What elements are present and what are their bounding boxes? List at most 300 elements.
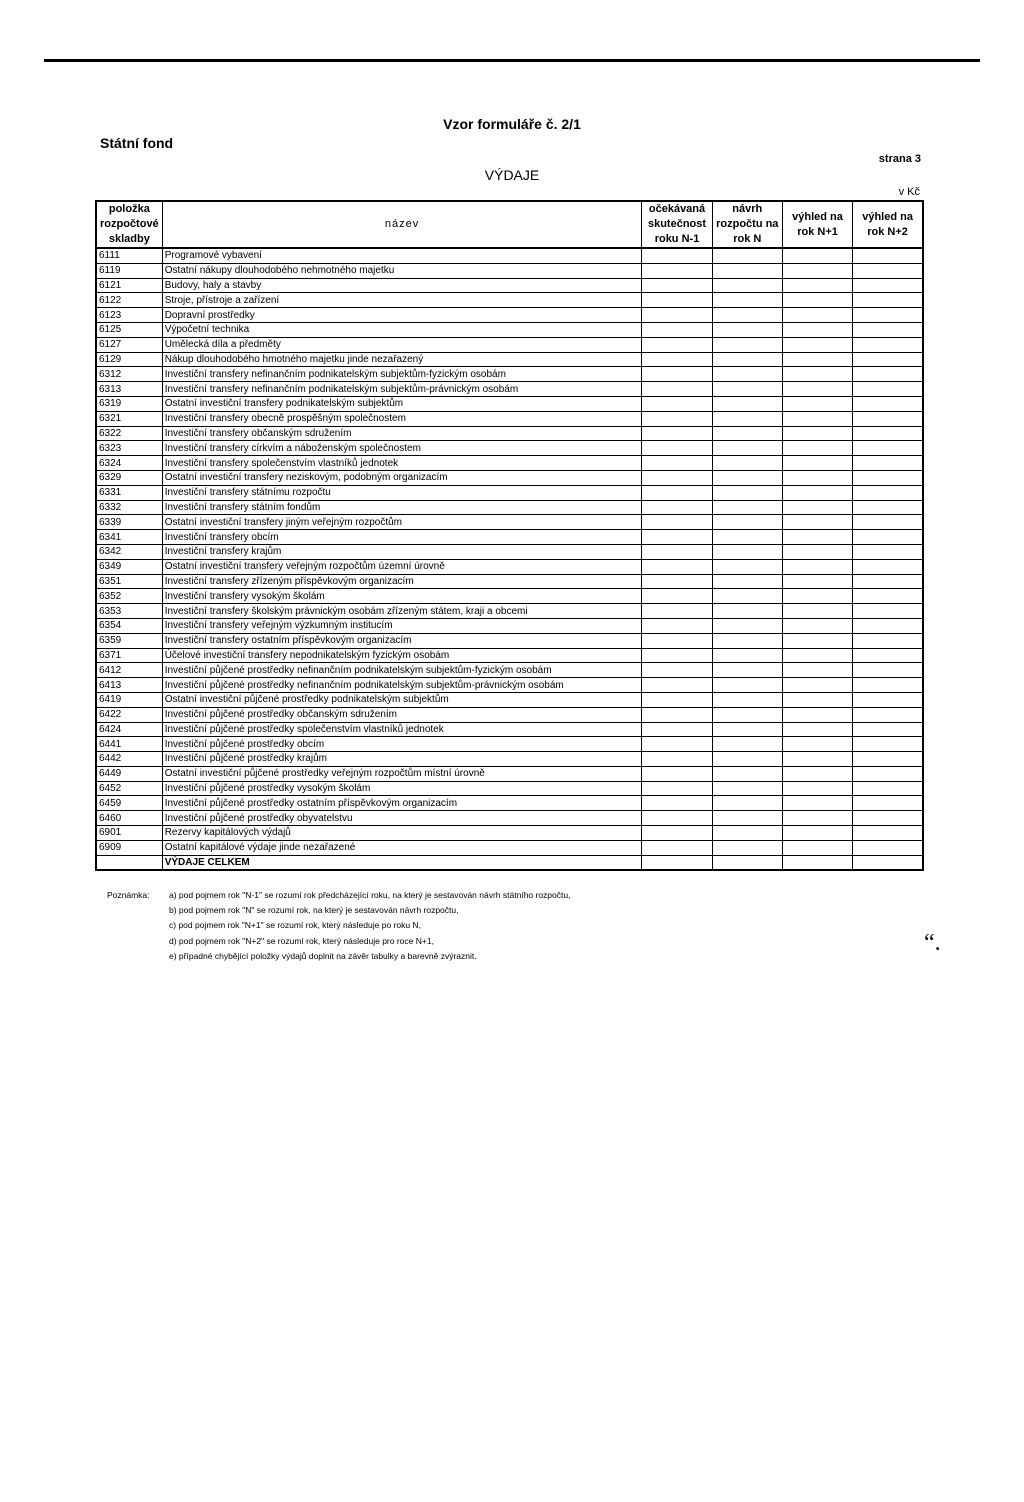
cell-expected[interactable] xyxy=(642,500,712,515)
table-row xyxy=(96,766,923,781)
cell-proposal[interactable] xyxy=(712,781,782,796)
cell-proposal[interactable] xyxy=(712,766,782,781)
cell-expected[interactable] xyxy=(642,692,712,707)
cell-outlook-1[interactable] xyxy=(782,470,852,485)
row-code: 6351 xyxy=(96,574,162,589)
cell-expected[interactable] xyxy=(642,248,712,263)
cell-outlook-2[interactable] xyxy=(853,352,923,367)
cell-outlook-2[interactable] xyxy=(853,367,923,382)
cell-outlook-2[interactable] xyxy=(853,737,923,752)
cell-outlook-1[interactable] xyxy=(782,722,852,737)
cell-expected[interactable] xyxy=(642,456,712,471)
note-item: a) pod pojmem rok "N-1" se rozumí rok předcházející roku, na který je sestavován návrh státního rozpočtu, xyxy=(169,890,571,900)
row-code: 6323 xyxy=(96,441,162,456)
cell-proposal[interactable] xyxy=(712,678,782,693)
cell-outlook-2[interactable] xyxy=(853,840,923,855)
table-row xyxy=(96,737,923,752)
cell-proposal[interactable] xyxy=(712,293,782,308)
row-code: 6460 xyxy=(96,811,162,826)
cell-outlook-1[interactable] xyxy=(782,737,852,752)
cell-outlook-1[interactable] xyxy=(782,781,852,796)
cell-outlook-1[interactable] xyxy=(782,500,852,515)
cell-outlook-1[interactable] xyxy=(782,559,852,574)
cell-proposal[interactable] xyxy=(712,737,782,752)
cell-expected[interactable] xyxy=(642,367,712,382)
cell-proposal[interactable] xyxy=(712,485,782,500)
cell-proposal[interactable] xyxy=(712,456,782,471)
cell-proposal[interactable] xyxy=(712,707,782,722)
table-row xyxy=(96,470,923,485)
cell-expected[interactable] xyxy=(642,396,712,411)
row-name: Umělecká díla a předměty xyxy=(162,337,642,352)
cell-outlook-1[interactable] xyxy=(782,574,852,589)
row-code: 6901 xyxy=(96,826,162,841)
cell-proposal[interactable] xyxy=(712,633,782,648)
row-code: 6349 xyxy=(96,559,162,574)
row-code: 6371 xyxy=(96,648,162,663)
table-row xyxy=(96,574,923,589)
cell-outlook-1[interactable] xyxy=(782,485,852,500)
row-code: 6442 xyxy=(96,752,162,767)
cell-outlook-2[interactable] xyxy=(853,544,923,559)
cell-expected[interactable] xyxy=(642,322,712,337)
cell-proposal[interactable] xyxy=(712,722,782,737)
row-code: 6331 xyxy=(96,485,162,500)
row-name: Stroje, přístroje a zařízení xyxy=(162,293,642,308)
cell-outlook-2[interactable] xyxy=(853,396,923,411)
row-code: 6353 xyxy=(96,604,162,619)
row-name: Investiční transfery církvím a náboženským společnostem xyxy=(162,441,642,456)
table-row xyxy=(96,382,923,397)
table-row xyxy=(96,248,923,263)
table-row xyxy=(96,515,923,530)
cell-outlook-1[interactable] xyxy=(782,840,852,855)
cell-proposal[interactable] xyxy=(712,796,782,811)
row-name: Budovy, haly a stavby xyxy=(162,278,642,293)
row-code: 6324 xyxy=(96,456,162,471)
cell-expected[interactable] xyxy=(642,515,712,530)
cell-outlook-2[interactable] xyxy=(853,559,923,574)
cell-expected[interactable] xyxy=(642,278,712,293)
row-code: 6322 xyxy=(96,426,162,441)
table-row xyxy=(96,396,923,411)
row-code: 6413 xyxy=(96,678,162,693)
row-name: Ostatní investiční transfery podnikatelským subjektům xyxy=(162,396,642,411)
table-row xyxy=(96,544,923,559)
cell-outlook-1[interactable] xyxy=(782,278,852,293)
cell-expected[interactable] xyxy=(642,737,712,752)
row-code: 6339 xyxy=(96,515,162,530)
cell-outlook-2[interactable] xyxy=(853,500,923,515)
cell-outlook-1[interactable] xyxy=(782,618,852,633)
cell-outlook-1[interactable] xyxy=(782,308,852,323)
cell-proposal[interactable] xyxy=(712,367,782,382)
cell-expected[interactable] xyxy=(642,485,712,500)
cell-outlook-1[interactable] xyxy=(782,367,852,382)
cell-outlook-1[interactable] xyxy=(782,826,852,841)
cell-proposal[interactable] xyxy=(712,248,782,263)
cell-expected[interactable] xyxy=(642,663,712,678)
row-name: Investiční transfery občanským sdružením xyxy=(162,426,642,441)
cell-outlook-1[interactable] xyxy=(782,352,852,367)
cell-expected[interactable] xyxy=(642,470,712,485)
table-row xyxy=(96,308,923,323)
note-item: b) pod pojmem rok "N" se rozumí rok, na který je sestavován návrh rozpočtu, xyxy=(169,905,459,916)
cell-expected[interactable] xyxy=(642,530,712,545)
row-code: 6121 xyxy=(96,278,162,293)
row-name: Investiční půjčené prostředky krajům xyxy=(162,752,642,767)
cell-outlook-1[interactable] xyxy=(782,648,852,663)
cell-proposal[interactable] xyxy=(712,840,782,855)
cell-expected[interactable] xyxy=(642,574,712,589)
row-name: Ostatní investiční půjčené prostředky veřejným rozpočtům místní úrovně xyxy=(162,766,642,781)
table-row xyxy=(96,604,923,619)
col-header-item: položka rozpočtové skladby xyxy=(96,201,162,248)
cell-expected[interactable] xyxy=(642,811,712,826)
cell-expected[interactable] xyxy=(642,544,712,559)
row-code: 6352 xyxy=(96,589,162,604)
cell-proposal[interactable] xyxy=(712,530,782,545)
cell-expected[interactable] xyxy=(642,707,712,722)
cell-outlook-2[interactable] xyxy=(853,781,923,796)
cell-proposal[interactable] xyxy=(712,308,782,323)
row-name: Programové vybavení xyxy=(162,248,642,263)
row-name: Investiční transfery nefinančním podnikatelským subjektům-právnickým osobám xyxy=(162,382,642,397)
cell-expected[interactable] xyxy=(642,352,712,367)
row-code: 6122 xyxy=(96,293,162,308)
row-code: 6321 xyxy=(96,411,162,426)
col-header-outlook-1: výhled na rok N+1 xyxy=(782,201,852,248)
row-name: Dopravní prostředky xyxy=(162,308,642,323)
cell-outlook-2[interactable] xyxy=(853,633,923,648)
row-code: 6127 xyxy=(96,337,162,352)
row-name: Investiční půjčené prostředky občanským sdružením xyxy=(162,707,642,722)
cell-outlook-1[interactable] xyxy=(782,322,852,337)
row-code: 6313 xyxy=(96,382,162,397)
form-title: Vzor formuláře č. 2/1 xyxy=(443,116,581,132)
table-row xyxy=(96,293,923,308)
row-name: Investiční půjčené prostředky ostatním příspěvkovým organizacím xyxy=(162,796,642,811)
row-name: Rezervy kapitálových výdajů xyxy=(162,826,642,841)
row-code: 6123 xyxy=(96,308,162,323)
table-row xyxy=(96,263,923,278)
cell-outlook-2[interactable] xyxy=(853,722,923,737)
cell-expected[interactable] xyxy=(642,648,712,663)
row-code: 6329 xyxy=(96,470,162,485)
cell-outlook-2[interactable] xyxy=(853,796,923,811)
cell-outlook-2[interactable] xyxy=(853,411,923,426)
cell-proposal[interactable] xyxy=(712,648,782,663)
table-row xyxy=(96,618,923,633)
cell-proposal[interactable] xyxy=(712,515,782,530)
table-row xyxy=(96,500,923,515)
cell-outlook-1[interactable] xyxy=(782,248,852,263)
cell-proposal[interactable] xyxy=(712,278,782,293)
cell-expected[interactable] xyxy=(642,308,712,323)
table-row xyxy=(96,648,923,663)
cell-outlook-1[interactable] xyxy=(782,337,852,352)
cell-outlook-2[interactable] xyxy=(853,766,923,781)
currency-unit: v Kč xyxy=(898,186,920,198)
cell-outlook-1[interactable] xyxy=(782,855,852,870)
cell-outlook-1[interactable] xyxy=(782,796,852,811)
cell-outlook-1[interactable] xyxy=(782,456,852,471)
cell-expected[interactable] xyxy=(642,722,712,737)
cell-outlook-1[interactable] xyxy=(782,293,852,308)
row-code: 6459 xyxy=(96,796,162,811)
cell-proposal[interactable] xyxy=(712,337,782,352)
cell-outlook-2[interactable] xyxy=(853,456,923,471)
table-row xyxy=(96,678,923,693)
row-name: Investiční transfery veřejným výzkumným institucím xyxy=(162,618,642,633)
cell-outlook-1[interactable] xyxy=(782,396,852,411)
row-code: 6422 xyxy=(96,707,162,722)
cell-outlook-1[interactable] xyxy=(782,752,852,767)
table-row xyxy=(96,633,923,648)
row-name: Investiční transfery školským právnickým osobám zřízeným státem, kraji a obcemi xyxy=(162,604,642,619)
cell-outlook-2[interactable] xyxy=(853,441,923,456)
row-code: 6342 xyxy=(96,544,162,559)
table-row xyxy=(96,752,923,767)
cell-expected[interactable] xyxy=(642,263,712,278)
cell-outlook-1[interactable] xyxy=(782,382,852,397)
row-name: VÝDAJE CELKEM xyxy=(162,855,642,870)
cell-outlook-1[interactable] xyxy=(782,692,852,707)
row-code: 6319 xyxy=(96,396,162,411)
cell-outlook-2[interactable] xyxy=(853,574,923,589)
cell-proposal[interactable] xyxy=(712,396,782,411)
table-row xyxy=(96,456,923,471)
cell-proposal[interactable] xyxy=(712,382,782,397)
corner-mark: “. xyxy=(924,930,941,956)
cell-outlook-1[interactable] xyxy=(782,604,852,619)
row-name: Výpočetní technika xyxy=(162,322,642,337)
cell-outlook-2[interactable] xyxy=(853,485,923,500)
table-row xyxy=(96,840,923,855)
cell-proposal[interactable] xyxy=(712,692,782,707)
cell-proposal[interactable] xyxy=(712,559,782,574)
cell-expected[interactable] xyxy=(642,633,712,648)
cell-proposal[interactable] xyxy=(712,855,782,870)
cell-expected[interactable] xyxy=(642,796,712,811)
cell-outlook-2[interactable] xyxy=(853,426,923,441)
cell-proposal[interactable] xyxy=(712,352,782,367)
cell-outlook-2[interactable] xyxy=(853,811,923,826)
cell-outlook-1[interactable] xyxy=(782,515,852,530)
cell-proposal[interactable] xyxy=(712,574,782,589)
table-header-row xyxy=(96,201,923,248)
cell-outlook-1[interactable] xyxy=(782,707,852,722)
row-name: Nákup dlouhodobého hmotného majetku jinde nezařazený xyxy=(162,352,642,367)
cell-expected[interactable] xyxy=(642,441,712,456)
notes-label: Poznámka: xyxy=(107,890,150,900)
note-item: d) pod pojmem rok "N+2" se rozumí rok, který následuje pro roce N+1, xyxy=(169,935,434,946)
cell-expected[interactable] xyxy=(642,382,712,397)
cell-expected[interactable] xyxy=(642,559,712,574)
row-name: Investiční transfery nefinančním podnikatelským subjektům-fyzickým osobám xyxy=(162,367,642,382)
table-row xyxy=(96,530,923,545)
cell-proposal[interactable] xyxy=(712,500,782,515)
table-row xyxy=(96,278,923,293)
cell-proposal[interactable] xyxy=(712,441,782,456)
cell-outlook-2[interactable] xyxy=(853,337,923,352)
cell-expected[interactable] xyxy=(642,826,712,841)
row-code: 6909 xyxy=(96,840,162,855)
col-header-expected: očekávaná skutečnost roku N-1 xyxy=(642,201,712,248)
cell-outlook-1[interactable] xyxy=(782,678,852,693)
col-header-outlook-2: výhled na rok N+2 xyxy=(853,201,923,248)
cell-outlook-1[interactable] xyxy=(782,589,852,604)
cell-outlook-2[interactable] xyxy=(853,826,923,841)
cell-expected[interactable] xyxy=(642,840,712,855)
cell-outlook-2[interactable] xyxy=(853,278,923,293)
expenditure-table xyxy=(95,200,924,871)
cell-outlook-2[interactable] xyxy=(853,263,923,278)
row-name: Investiční transfery obcím xyxy=(162,530,642,545)
cell-outlook-2[interactable] xyxy=(853,248,923,263)
cell-expected[interactable] xyxy=(642,293,712,308)
row-name: Investiční transfery krajům xyxy=(162,544,642,559)
row-name: Investiční půjčené prostředky vysokým školám xyxy=(162,781,642,796)
row-name: Investiční půjčené prostředky obcím xyxy=(162,737,642,752)
row-code: 6449 xyxy=(96,766,162,781)
cell-proposal[interactable] xyxy=(712,470,782,485)
table-row xyxy=(96,692,923,707)
table-row xyxy=(96,352,923,367)
cell-outlook-1[interactable] xyxy=(782,426,852,441)
row-name: Investiční transfery zřízeným příspěvkovým organizacím xyxy=(162,574,642,589)
row-name: Ostatní investiční transfery jiným veřejným rozpočtům xyxy=(162,515,642,530)
cell-proposal[interactable] xyxy=(712,322,782,337)
cell-outlook-2[interactable] xyxy=(853,515,923,530)
notes-list xyxy=(169,888,570,964)
row-code: 6441 xyxy=(96,737,162,752)
cell-outlook-2[interactable] xyxy=(853,604,923,619)
table-row xyxy=(96,441,923,456)
cell-outlook-1[interactable] xyxy=(782,663,852,678)
table-row xyxy=(96,322,923,337)
cell-expected[interactable] xyxy=(642,426,712,441)
total-row xyxy=(96,855,923,870)
row-code: 6452 xyxy=(96,781,162,796)
cell-proposal[interactable] xyxy=(712,544,782,559)
row-name: Ostatní investiční transfery veřejným rozpočtům územní úrovně xyxy=(162,559,642,574)
table-row xyxy=(96,722,923,737)
row-code: 6129 xyxy=(96,352,162,367)
table-body xyxy=(96,248,923,870)
row-code: 6359 xyxy=(96,633,162,648)
cell-proposal[interactable] xyxy=(712,663,782,678)
fund-name: Státní fond xyxy=(100,135,174,151)
table-row xyxy=(96,426,923,441)
cell-expected[interactable] xyxy=(642,604,712,619)
table-row xyxy=(96,707,923,722)
cell-proposal[interactable] xyxy=(712,811,782,826)
cell-outlook-2[interactable] xyxy=(853,663,923,678)
row-code xyxy=(96,855,162,870)
row-name: Investiční transfery společenstvím vlastníků jednotek xyxy=(162,456,642,471)
table-row xyxy=(96,796,923,811)
cell-expected[interactable] xyxy=(642,589,712,604)
row-name: Investiční půjčené prostředky nefinančním podnikatelským subjektům-právnickým osobám xyxy=(162,678,642,693)
cell-outlook-2[interactable] xyxy=(853,293,923,308)
row-code: 6111 xyxy=(96,248,162,263)
cell-outlook-2[interactable] xyxy=(853,648,923,663)
table-row xyxy=(96,337,923,352)
cell-proposal[interactable] xyxy=(712,411,782,426)
cell-outlook-2[interactable] xyxy=(853,678,923,693)
row-code: 6125 xyxy=(96,322,162,337)
table-row xyxy=(96,589,923,604)
cell-outlook-2[interactable] xyxy=(853,322,923,337)
cell-outlook-2[interactable] xyxy=(853,692,923,707)
cell-outlook-1[interactable] xyxy=(782,530,852,545)
table-row xyxy=(96,826,923,841)
row-code: 6341 xyxy=(96,530,162,545)
cell-expected[interactable] xyxy=(642,618,712,633)
cell-outlook-2[interactable] xyxy=(853,308,923,323)
cell-outlook-2[interactable] xyxy=(853,382,923,397)
cell-outlook-1[interactable] xyxy=(782,411,852,426)
cell-outlook-1[interactable] xyxy=(782,811,852,826)
cell-expected[interactable] xyxy=(642,855,712,870)
row-name: Ostatní investiční transfery neziskovým, podobným organizacím xyxy=(162,470,642,485)
row-name: Investiční transfery státním fondům xyxy=(162,500,642,515)
cell-expected[interactable] xyxy=(642,766,712,781)
col-header-name: název xyxy=(162,201,642,248)
cell-outlook-1[interactable] xyxy=(782,441,852,456)
cell-expected[interactable] xyxy=(642,752,712,767)
cell-proposal[interactable] xyxy=(712,604,782,619)
cell-proposal[interactable] xyxy=(712,618,782,633)
cell-proposal[interactable] xyxy=(712,752,782,767)
row-name: Účelové investiční transfery nepodnikatelským fyzickým osobám xyxy=(162,648,642,663)
cell-outlook-2[interactable] xyxy=(853,752,923,767)
cell-outlook-1[interactable] xyxy=(782,544,852,559)
cell-proposal[interactable] xyxy=(712,263,782,278)
cell-outlook-2[interactable] xyxy=(853,470,923,485)
row-code: 6424 xyxy=(96,722,162,737)
cell-proposal[interactable] xyxy=(712,589,782,604)
section-title: VÝDAJE xyxy=(484,167,540,183)
col-header-proposal: návrh rozpočtu na rok N xyxy=(712,201,782,248)
row-name: Investiční půjčené prostředky obyvatelstvu xyxy=(162,811,642,826)
cell-expected[interactable] xyxy=(642,678,712,693)
page-number: strana 3 xyxy=(878,153,921,165)
cell-outlook-2[interactable] xyxy=(853,530,923,545)
row-code: 6412 xyxy=(96,663,162,678)
table-row xyxy=(96,811,923,826)
cell-outlook-1[interactable] xyxy=(782,633,852,648)
cell-proposal[interactable] xyxy=(712,426,782,441)
table-row xyxy=(96,485,923,500)
cell-expected[interactable] xyxy=(642,337,712,352)
table-row xyxy=(96,411,923,426)
table-row xyxy=(96,663,923,678)
cell-outlook-2[interactable] xyxy=(853,707,923,722)
cell-outlook-1[interactable] xyxy=(782,263,852,278)
cell-expected[interactable] xyxy=(642,411,712,426)
row-code: 6354 xyxy=(96,618,162,633)
row-name: Investiční půjčené prostředky společenstvím vlastníků jednotek xyxy=(162,722,642,737)
cell-proposal[interactable] xyxy=(712,826,782,841)
cell-outlook-2[interactable] xyxy=(853,589,923,604)
cell-outlook-2[interactable] xyxy=(853,618,923,633)
cell-outlook-1[interactable] xyxy=(782,766,852,781)
note-item: c) pod pojmem rok "N+1" se rozumí rok, který následuje po roku N, xyxy=(169,920,421,931)
cell-outlook-2[interactable] xyxy=(853,855,923,870)
cell-expected[interactable] xyxy=(642,781,712,796)
